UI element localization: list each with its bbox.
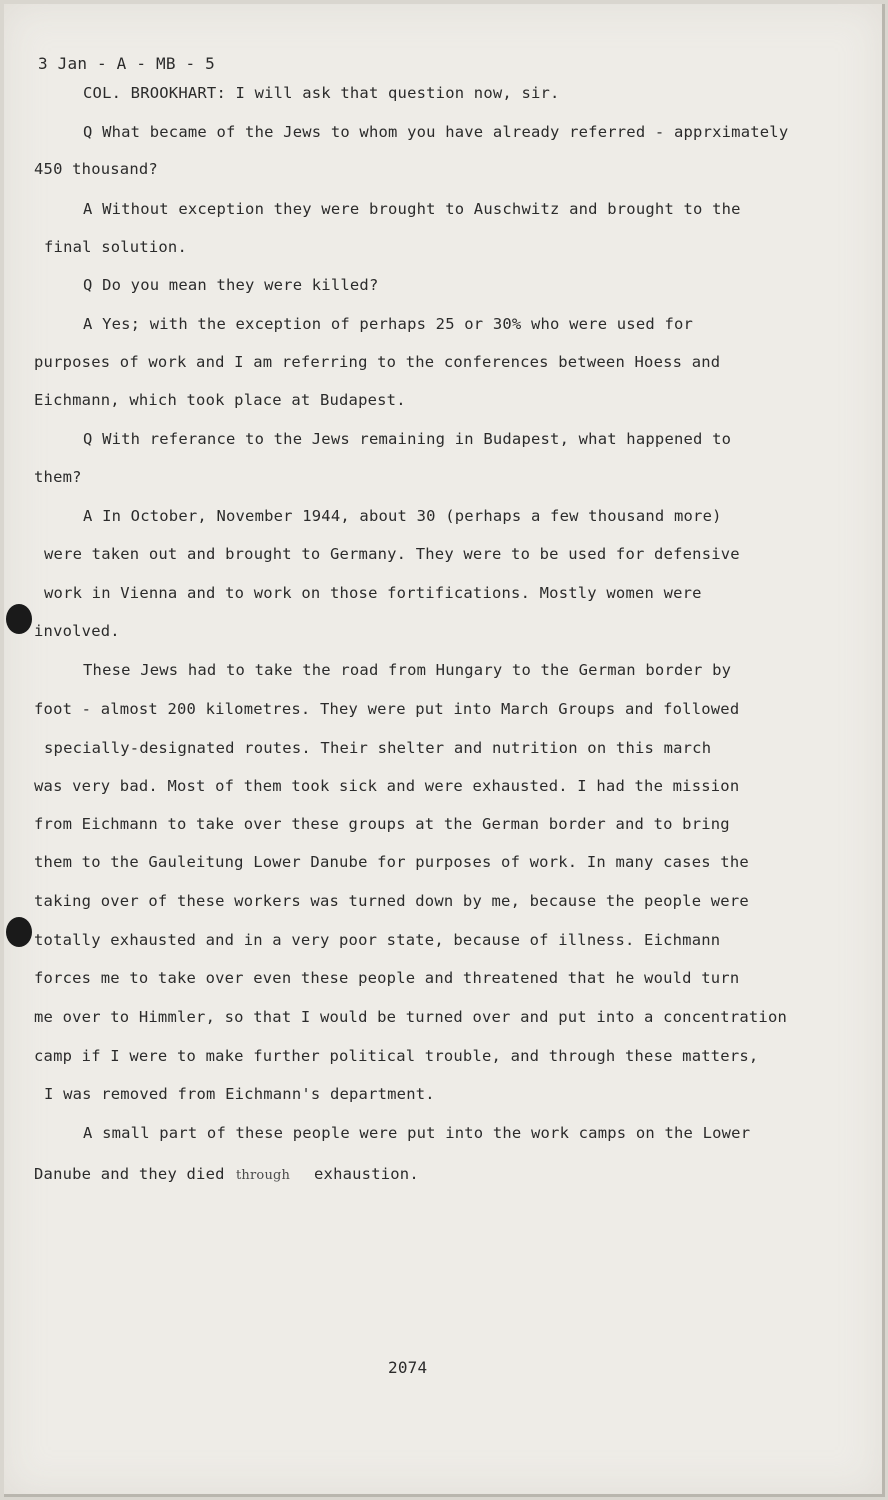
transcript-line: were taken out and brought to Germany. They were to be used for defensive [44, 545, 740, 563]
transcript-line: taking over of these workers was turned down by me, because the people were [34, 892, 749, 910]
transcript-line: A Yes; with the exception of perhaps 25 or 30% who were used for [83, 315, 694, 333]
punch-hole [6, 917, 32, 947]
transcript-line: Q With referance to the Jews remaining in Budapest, what happened to [83, 430, 732, 448]
punch-hole [6, 604, 32, 634]
transcript-line: camp if I were to make further political trouble, and through these matters, [34, 1047, 759, 1065]
transcript-line: A In October, November 1944, about 30 (perhaps a few thousand more) [83, 507, 722, 525]
transcript-line: totally exhausted and in a very poor state, because of illness. Eichmann [34, 931, 721, 949]
transcript-line: was very bad. Most of them took sick and were exhausted. I had the mission [34, 777, 740, 795]
page-header: 3 Jan - A - MB - 5 [38, 54, 215, 73]
transcript-line: exhaustion. [314, 1165, 419, 1183]
transcript-line: These Jews had to take the road from Hungary to the German border by [83, 661, 732, 679]
transcript-line: them to the Gauleitung Lower Danube for purposes of work. In many cases the [34, 853, 749, 871]
transcript-line: me over to Himmler, so that I would be turned over and put into a concentration [34, 1008, 788, 1026]
transcript-line: A Without exception they were brought to Auschwitz and brought to the [83, 200, 741, 218]
transcript-line: involved. [34, 622, 120, 640]
transcript-line: A small part of these people were put into the work camps on the Lower [83, 1124, 751, 1142]
handwritten-correction: through [236, 1168, 291, 1183]
transcript-line: foot - almost 200 kilometres. They were put into March Groups and followed [34, 700, 740, 718]
transcript-line: forces me to take over even these people and threatened that he would turn [34, 969, 740, 987]
transcript-line: final solution. [44, 238, 187, 256]
transcript-line: COL. BROOKHART: I will ask that question now, sir. [83, 84, 560, 102]
transcript-line: 450 thousand? [34, 160, 158, 178]
document-page [4, 4, 885, 1497]
transcript-line: I was removed from Eichmann's department. [44, 1085, 435, 1103]
transcript-line: from Eichmann to take over these groups at the German border and to bring [34, 815, 730, 833]
transcript-line: work in Vienna and to work on those fortifications. Mostly women were [44, 584, 702, 602]
transcript-line: purposes of work and I am referring to the conferences between Hoess and [34, 353, 721, 371]
transcript-line: Danube and they died [34, 1165, 225, 1183]
transcript-line: Eichmann, which took place at Budapest. [34, 391, 406, 409]
transcript-line: Q Do you mean they were killed? [83, 276, 379, 294]
transcript-line: them? [34, 468, 82, 486]
transcript-line: specially-designated routes. Their shelter and nutrition on this march [44, 739, 712, 757]
page-number: 2074 [388, 1358, 428, 1377]
transcript-line: Q What became of the Jews to whom you have already referred - apprximately [83, 123, 789, 141]
